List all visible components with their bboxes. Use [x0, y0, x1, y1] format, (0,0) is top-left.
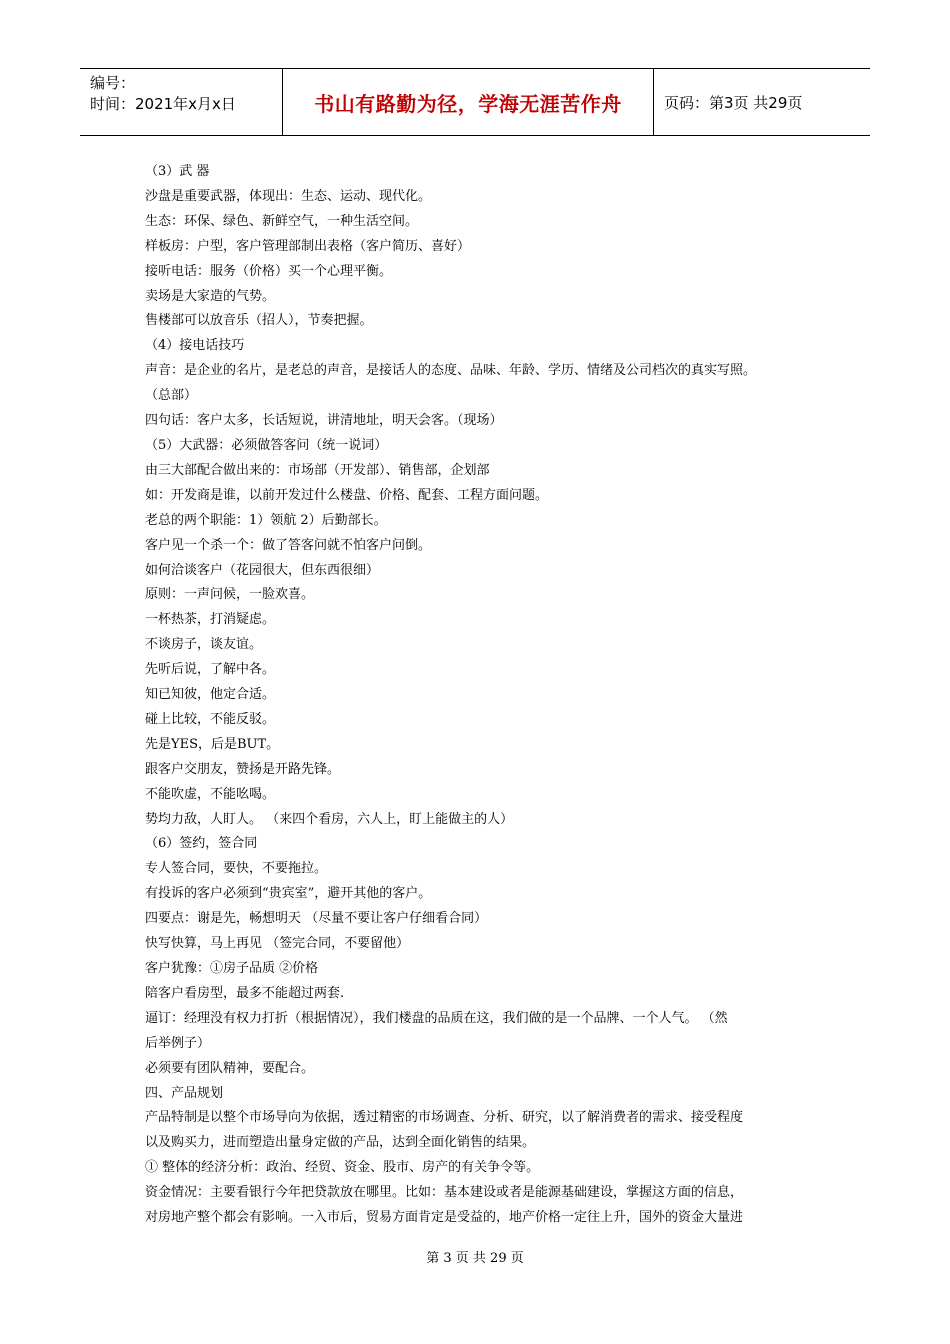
text-line: 如何洽谈客户（花园很大，但东西很细）	[145, 562, 380, 578]
text-line: 不能吹虚，不能吆喝。	[145, 786, 276, 802]
header-page-code: 页码：第3页 共29页	[664, 93, 803, 112]
text-line: 卖场是大家造的气势。	[145, 288, 276, 304]
text-line: （5）大武器：必须做答客问（统一说词）	[145, 437, 388, 453]
text-line: 快写快算，马上再见 （签完合同，不要留他）	[145, 936, 410, 952]
text-line: 先是YES，后是BUT。	[145, 736, 280, 752]
text-line: 客户犹豫：①房子品质 ②价格	[145, 961, 319, 976]
text-line: 原则：一声问候，一脸欢喜。	[145, 587, 315, 603]
header-meta	[80, 69, 282, 135]
text-line: 沙盘是重要武器，体现出：生态、运动、现代化。	[145, 188, 432, 204]
time-label: 时间：2021年x月x日	[90, 95, 236, 113]
text-line: 必须要有团队精神，要配合。	[145, 1060, 315, 1076]
text-line: 售楼部可以放音乐（招人），节奏把握。	[145, 313, 373, 329]
page-header	[80, 68, 870, 136]
text-line: 后举例子）	[145, 1035, 211, 1051]
text-line: （4）接电话技巧	[145, 338, 245, 354]
text-line: 资金情况：主要看银行今年把贷款放在哪里。比如：基本建设或者是能源基础建设，掌握这方面的信息，	[145, 1185, 744, 1201]
number-label: 编号：	[90, 74, 136, 92]
text-line: 产品特制是以整个市场导向为依据，透过精密的市场调查、分析、研究，以了解消费者的需求、接受程度	[145, 1110, 744, 1126]
text-line: 四要点：谢是先，畅想明天 （尽量不要让客户仔细看合同）	[145, 911, 488, 927]
text-line: 跟客户交朋友，赞扬是开路先锋。	[145, 761, 341, 777]
text-line: 陪客户看房型，最多不能超过两套.	[145, 985, 345, 1001]
text-line: 有投诉的客户必须到“贵宾室”，避开其他的客户。	[145, 886, 432, 902]
text-line: （3）武 器	[145, 164, 210, 179]
text-line: 生态：环保、绿色、新鲜空气，一种生活空间。	[145, 213, 419, 229]
text-line: 以及购买力，进而塑造出量身定做的产品，达到全面化销售的结果。	[145, 1135, 536, 1151]
text-line: 四、产品规划	[145, 1085, 224, 1101]
text-line: 如：开发商是谁，以前开发过什么楼盘、价格、配套、工程方面问题。	[145, 487, 549, 503]
text-line: 先听后说，了解中各。	[145, 662, 276, 678]
text-line: 老总的两个职能：1）领航 2）后勤部长。	[145, 512, 387, 528]
text-line: 由三大部配合做出来的：市场部（开发部）、销售部，企划部	[145, 462, 490, 478]
text-line: 接听电话：服务（价格）买一个心理平衡。	[145, 263, 393, 279]
text-line: 不谈房子，谈友谊。	[145, 637, 263, 653]
text-line: 声音：是企业的名片，是老总的声音，是接话人的态度、品味、年龄、学历、情绪及公司档次的真实写照。	[145, 363, 757, 379]
text-line: 专人签合同，要快，不要拖拉。	[145, 861, 328, 877]
text-line: （总部）	[145, 388, 198, 404]
text-line: 逼订：经理没有权力打折（根据情况），我们楼盘的品质在这，我们做的是一个品牌、一个人气。 （然	[145, 1010, 728, 1026]
header-motto: 书山有路勤为径，学海无涯苦作舟	[282, 69, 654, 135]
page-footer: 第 3 页 共 29 页	[426, 1251, 524, 1266]
text-line: 一杯热茶，打消疑虑。	[145, 612, 276, 628]
text-line: 四句话：客户太多，长话短说，讲清地址，明天会客。（现场）	[145, 413, 503, 429]
text-line: （6）签约，签合同	[145, 836, 258, 852]
text-line: ① 整体的经济分析：政治、经贸、资金、股市、房产的有关争令等。	[145, 1160, 540, 1176]
text-line: 客户见一个杀一个：做了答客问就不怕客户问倒。	[145, 537, 432, 553]
document-body	[145, 160, 815, 1231]
text-line: 碰上比较，不能反驳。	[145, 711, 276, 727]
text-line: 知已知彼，他定合适。	[145, 687, 276, 703]
text-line: 势均力敌，人盯人。 （来四个看房，六人上，盯上能做主的人）	[145, 811, 514, 827]
text-line: 对房地产整个都会有影响。一入市后，贸易方面肯定是受益的，地产价格一定往上升，国外的资金大量进	[145, 1210, 744, 1226]
text-line: 样板房：户型，客户管理部制出表格（客户简历、喜好）	[145, 238, 471, 254]
